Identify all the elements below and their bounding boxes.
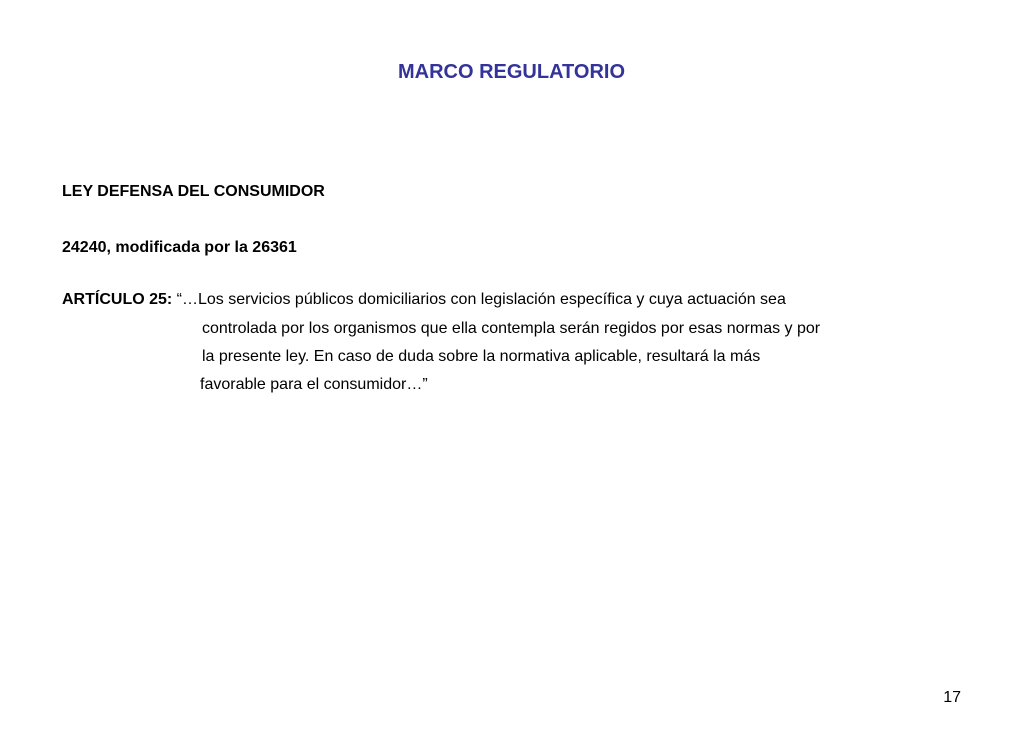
law-title: LEY DEFENSA DEL CONSUMIDOR [62, 183, 325, 200]
law-number: 24240, modificada por la 26361 [62, 239, 297, 256]
article-text-line-4: favorable para el consumidor…” [200, 376, 428, 393]
page-number: 17 [943, 689, 961, 706]
article-text-line-1: “…Los servicios públicos domiciliarios con legislación específica y cuya actuación sea [172, 291, 786, 308]
article-text-line-2: controlada por los organismos que ella contempla serán regidos por esas normas y por [202, 320, 821, 337]
article-label: ARTÍCULO 25: [62, 291, 173, 308]
slide-title: MARCO REGULATORIO [397, 61, 626, 83]
article-text-line-3: la presente ley. En caso de duda sobre la normativa aplicable, resultará la más [202, 348, 761, 365]
article-line-1 [62, 290, 786, 310]
